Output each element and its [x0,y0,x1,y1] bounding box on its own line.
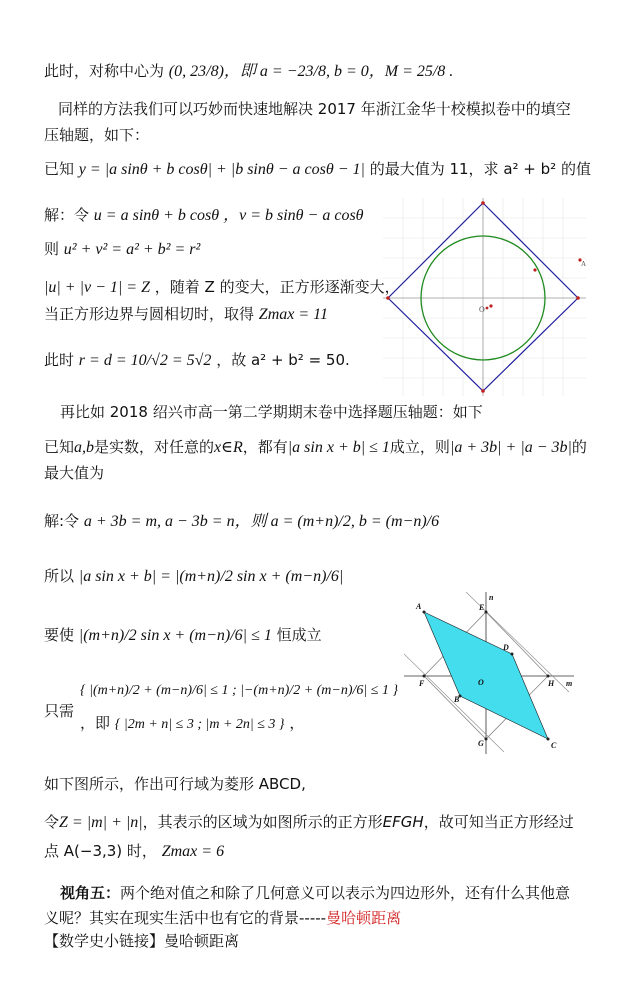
line-1 [44,58,453,81]
label-O: O [478,678,484,687]
line-11 [44,436,587,457]
line-6 [44,238,200,259]
line-4 [44,158,591,179]
line-13 [44,508,439,531]
line-17: 如下图所示，作出可行域为菱形 ABCD, [44,775,306,793]
line-20 [60,882,570,903]
text: 此时 [44,351,75,369]
text: 当正方形边界与圆相切时，取得 [44,305,255,323]
text: 的 [571,438,587,456]
math: Zmax = 6 [161,843,225,860]
line-7 [44,276,400,297]
math: a,b [74,439,95,456]
figure-rhombus-square [404,592,574,754]
math: { |(m+n)/2 + (m−n)/6| ≤ 1 ; |−(m+n)/2 + (m−n)/6| ≤ 1 } [80,683,399,698]
line-5 [44,202,364,225]
math: u = a sinθ + b cosθ ，v = b sinθ − a cosθ [93,207,364,224]
label-D: D [503,643,509,652]
math: Zmax = 11 [258,306,328,323]
label-C: C [551,741,557,750]
label-m: m [566,679,573,688]
text: 解:令 [44,512,80,530]
line-10: 再比如 2018 绍兴市高一第二学期期末卷中选择题压轴题：如下 [60,403,483,421]
math: |(m+n)/2 sin x + (m−n)/6| ≤ 1 [78,627,272,644]
math: x∈R [214,439,243,456]
line-3: 压轴题，如下： [44,126,150,144]
line-12: 最大值为 [44,464,105,482]
label-B: B [454,695,460,704]
text: 则 [44,240,60,258]
line-8 [44,303,328,324]
text: 令 [44,813,60,831]
text: ，故可知当正方形经过 [423,813,574,831]
text: 义呢？其实在现实生活中也有它的背景----- [44,909,327,927]
text: 所以 [44,567,75,585]
highlight-text: 曼哈顿距离 [326,909,402,927]
line-9 [44,349,350,370]
text: 成立，则 [389,438,450,456]
text: ，其表示的区域为如图所示的正方形 [142,813,383,831]
text: ，即 [80,714,111,732]
label-H: H [548,679,555,688]
math: { |2m + n| ≤ 3 ; |m + 2n| ≤ 3 } [114,717,285,732]
math: Z = |m| + |n| [59,814,143,831]
label-A: A [416,602,422,611]
line-22: 【数学史小链接】曼哈顿距离 [44,932,240,950]
math: |u| + |v − 1| = Z [44,279,150,296]
line-16-system [80,680,398,699]
text: 解：令 [44,206,90,224]
math: y = |a sinθ + b cosθ| + |b sinθ − a cosθ − 1| [78,161,365,178]
text: 两个绝对值之和除了几何意义可以表示为四边形外，还有什么其他意 [120,884,571,902]
label-G: G [478,739,484,748]
math: |a + 3b| + |a − 3b| [449,439,572,456]
text: 已知 [44,160,75,178]
text: ，故 a² + b² = 50. [216,351,350,369]
text: 已知 [44,438,75,456]
text: 恒成立 [276,626,322,644]
emphasis: EFGH [382,813,424,831]
math: |a sin x + b| ≤ 1 [287,439,390,456]
math: r = d = 10/√2 = 5√2 [78,352,212,369]
line-16-label: 只需 [44,702,75,720]
line-19 [44,840,224,861]
text: 此时，对称中心为 [44,62,165,80]
text: 要使 [44,626,75,644]
label-F: F [419,679,425,688]
point-label: A [581,260,586,268]
text: ，都有 [242,438,288,456]
line-18 [44,811,574,832]
section-heading: 视角五： [60,884,121,902]
label-E: E [479,603,485,612]
text: ， [289,714,305,732]
line-16-equivalent [80,712,304,733]
line-21 [44,907,401,928]
origin-label: O [479,305,485,314]
text: ，随着 Z 的变大，正方形逐渐变大， [154,278,400,296]
text: 点 A(−3,3) 时， [44,842,157,860]
text: 是实数，对任意的 [94,438,215,456]
figure-square-circle [383,198,586,396]
math: u² + v² = a² + b² = r² [63,241,201,258]
math: (0, 23/8)，即 a = −23/8, b = 0，M = 25/8 . [168,63,454,80]
label-n: n [489,593,494,602]
line-15 [44,624,322,645]
line-14 [44,565,343,586]
line-2: 同样的方法我们可以巧妙而快速地解决 2017 年浙江金华十校模拟卷中的填空 [58,100,571,118]
text: 的最大值为 11，求 a² + b² 的值 [369,160,591,178]
math: |a sin x + b| = |(m+n)/2 sin x + (m−n)/6| [78,568,344,585]
math: a + 3b = m, a − 3b = n，则 a = (m+n)/2, b = (m−n)/6 [83,513,440,530]
